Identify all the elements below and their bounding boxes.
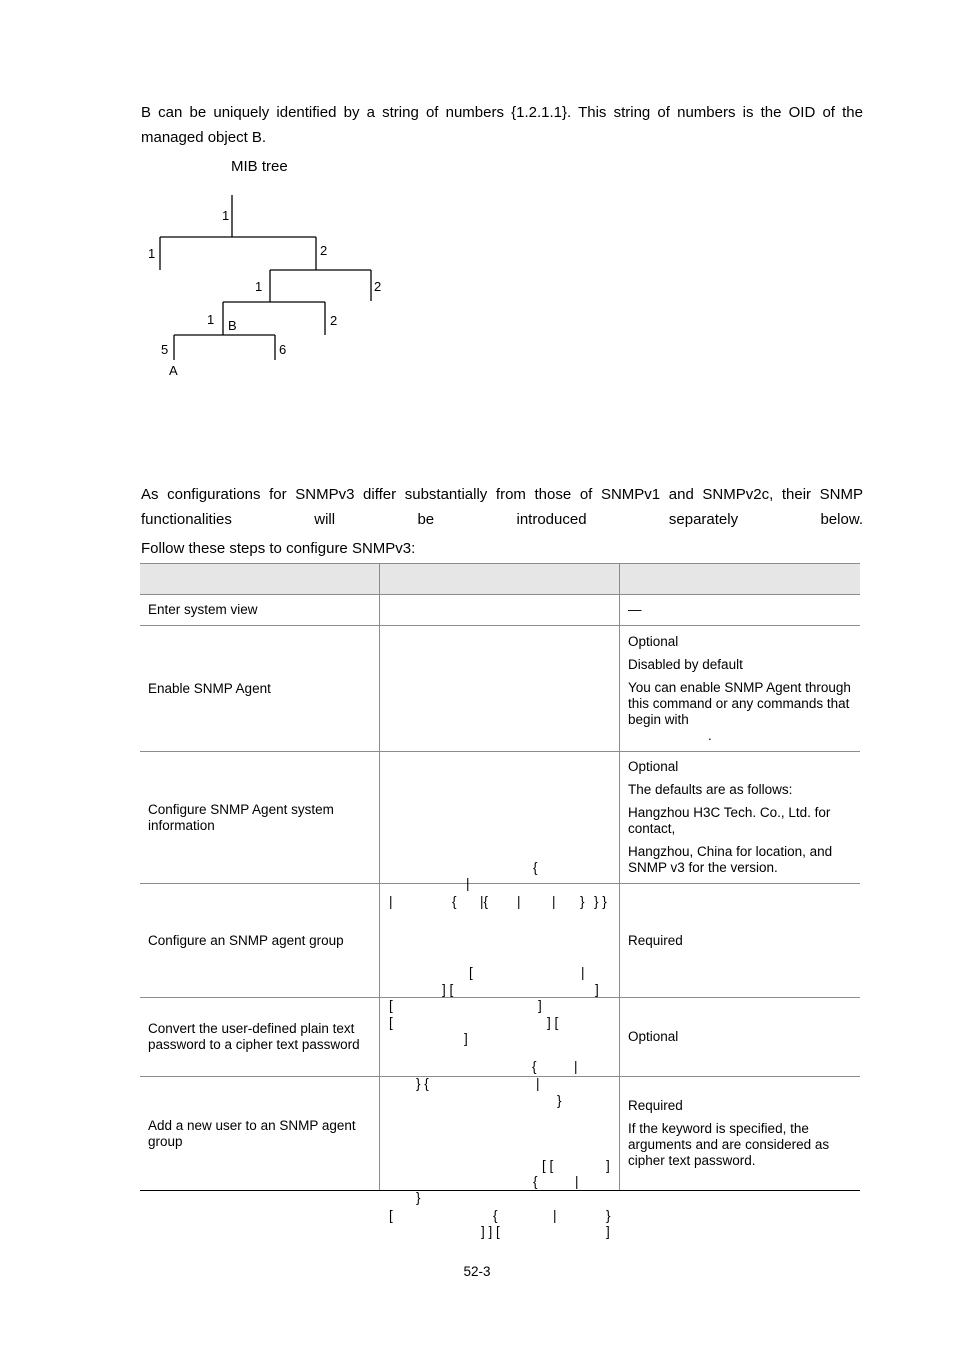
cmd-fragment: } [557, 1093, 562, 1108]
cmd-fragment: { [493, 1207, 498, 1223]
remark-line: . [708, 727, 712, 743]
cell-remarks [620, 884, 861, 998]
cmd-fragment: } [416, 1189, 421, 1205]
tree-label: 1 [222, 208, 230, 223]
cmd-fragment: | [552, 893, 556, 909]
remark-line: Required [628, 932, 683, 948]
tree-label: 6 [279, 342, 287, 357]
steps-intro: Follow these steps to configure SNMPv3: [141, 540, 416, 557]
cell-command [380, 752, 620, 909]
cell-remarks [620, 626, 861, 752]
remark-line: Hangzhou, China for location, and SNMP v3 for the version. [628, 844, 833, 875]
remark-line: The defaults are as follows: [628, 782, 793, 797]
cmd-fragment: { [533, 1173, 538, 1189]
node-label-b: B [228, 318, 237, 333]
header-remarks [620, 564, 861, 595]
cmd-fragment: } [580, 893, 585, 909]
cmd-fragment: [ [389, 997, 393, 1013]
cmd-fragment: [ [389, 1014, 393, 1030]
cmd-fragment: { [533, 859, 538, 875]
cell-to-do: Enable SNMP Agent [140, 626, 380, 752]
cmd-fragment: { [452, 893, 457, 909]
cell-remarks [620, 752, 861, 884]
cmd-fragment: [ [ [542, 1157, 554, 1173]
cell-to-do: Configure an SNMP agent group [140, 884, 380, 998]
table-row [140, 626, 860, 752]
cell-to-do: Convert the user-defined plain text password to a cipher text password [140, 998, 380, 1077]
cell-to-do: Configure SNMP Agent system information [140, 752, 380, 884]
cmd-fragment: { [532, 1059, 537, 1074]
table-row [140, 1077, 860, 1191]
table-header-row [140, 564, 860, 595]
cmd-fragment: } [606, 1207, 611, 1223]
tree-label: 2 [320, 243, 328, 258]
table-row [140, 752, 860, 884]
cell-command [380, 998, 620, 1108]
cmd-fragment: ] [ [547, 1014, 559, 1030]
cmd-fragment: | [574, 1059, 578, 1074]
remark-line: Disabled by default [628, 656, 743, 672]
remark-line: Hangzhou H3C Tech. Co., Ltd. for contact, [628, 805, 831, 836]
cmd-fragment: | [466, 875, 470, 891]
cmd-fragment: | [553, 1207, 557, 1223]
node-label-a: A [169, 363, 178, 378]
cmd-fragment: | [536, 1076, 540, 1091]
tree-label: 2 [330, 313, 338, 328]
cell-remarks [620, 998, 861, 1077]
remark-line: Optional [628, 759, 679, 774]
tree-label: 5 [161, 342, 169, 357]
cmd-fragment: | [389, 893, 393, 909]
cmd-fragment: ] ] [ [481, 1223, 500, 1239]
cmd-fragment: } { [416, 1076, 429, 1091]
header-to-do [140, 564, 380, 595]
table-row [140, 998, 860, 1077]
cell-to-do: Add a new user to an SNMP agent group [140, 1077, 380, 1191]
table-row [140, 595, 860, 626]
config-steps-table [140, 563, 860, 1239]
cmd-fragment: | [581, 964, 585, 980]
tree-label: 2 [374, 279, 382, 294]
page-number: 52-3 [463, 1264, 491, 1279]
cmd-fragment: | [517, 893, 521, 909]
cmd-fragment: [ [469, 964, 473, 980]
cell-to-do: Enter system view [140, 595, 380, 626]
cmd-fragment: ] [464, 1030, 468, 1046]
snmpv3-intro-paragraph: As configurations for SNMPv3 differ substantially from those of SNMPv1 and SNMPv2c, their SNMP functionalities will be introduced separately below. [141, 486, 863, 528]
tree-label: 1 [207, 312, 215, 327]
remark-line: If the keyword is specified, the arguments and are considered as cipher text password. [628, 1121, 830, 1168]
figure-title: MIB tree [231, 158, 288, 175]
cmd-fragment: ] [538, 997, 542, 1013]
cmd-fragment: [ [389, 1207, 393, 1223]
cell-command [380, 1077, 620, 1239]
tree-label: 1 [255, 279, 263, 294]
remark-line: Optional [628, 1029, 679, 1044]
remark-line: Required [628, 1098, 683, 1113]
cmd-fragment: ] [ [442, 981, 454, 997]
table-row [140, 884, 860, 998]
cmd-fragment: ] [595, 981, 599, 997]
cell-command [380, 626, 620, 752]
cmd-fragment: } } [594, 893, 607, 909]
mib-tree-diagram [140, 185, 400, 385]
cell-remarks [620, 595, 861, 626]
cmd-fragment: | [575, 1173, 579, 1189]
cmd-fragment: |{ [480, 893, 489, 909]
cmd-fragment: ] [606, 1223, 610, 1239]
cmd-fragment: ] [606, 1157, 610, 1173]
cell-remarks [620, 1077, 861, 1191]
remark-line: — [628, 602, 642, 617]
remark-line: You can enable SNMP Agent through this command or any commands that begin with [628, 679, 851, 727]
remark-line: Optional [628, 633, 679, 649]
tree-label: 1 [148, 246, 156, 261]
cell-command [380, 595, 620, 626]
header-command [380, 564, 620, 595]
intro-paragraph: B can be uniquely identified by a string of numbers {1.2.1.1}. This string of numbers is the OID of the managed object B. [141, 104, 863, 146]
